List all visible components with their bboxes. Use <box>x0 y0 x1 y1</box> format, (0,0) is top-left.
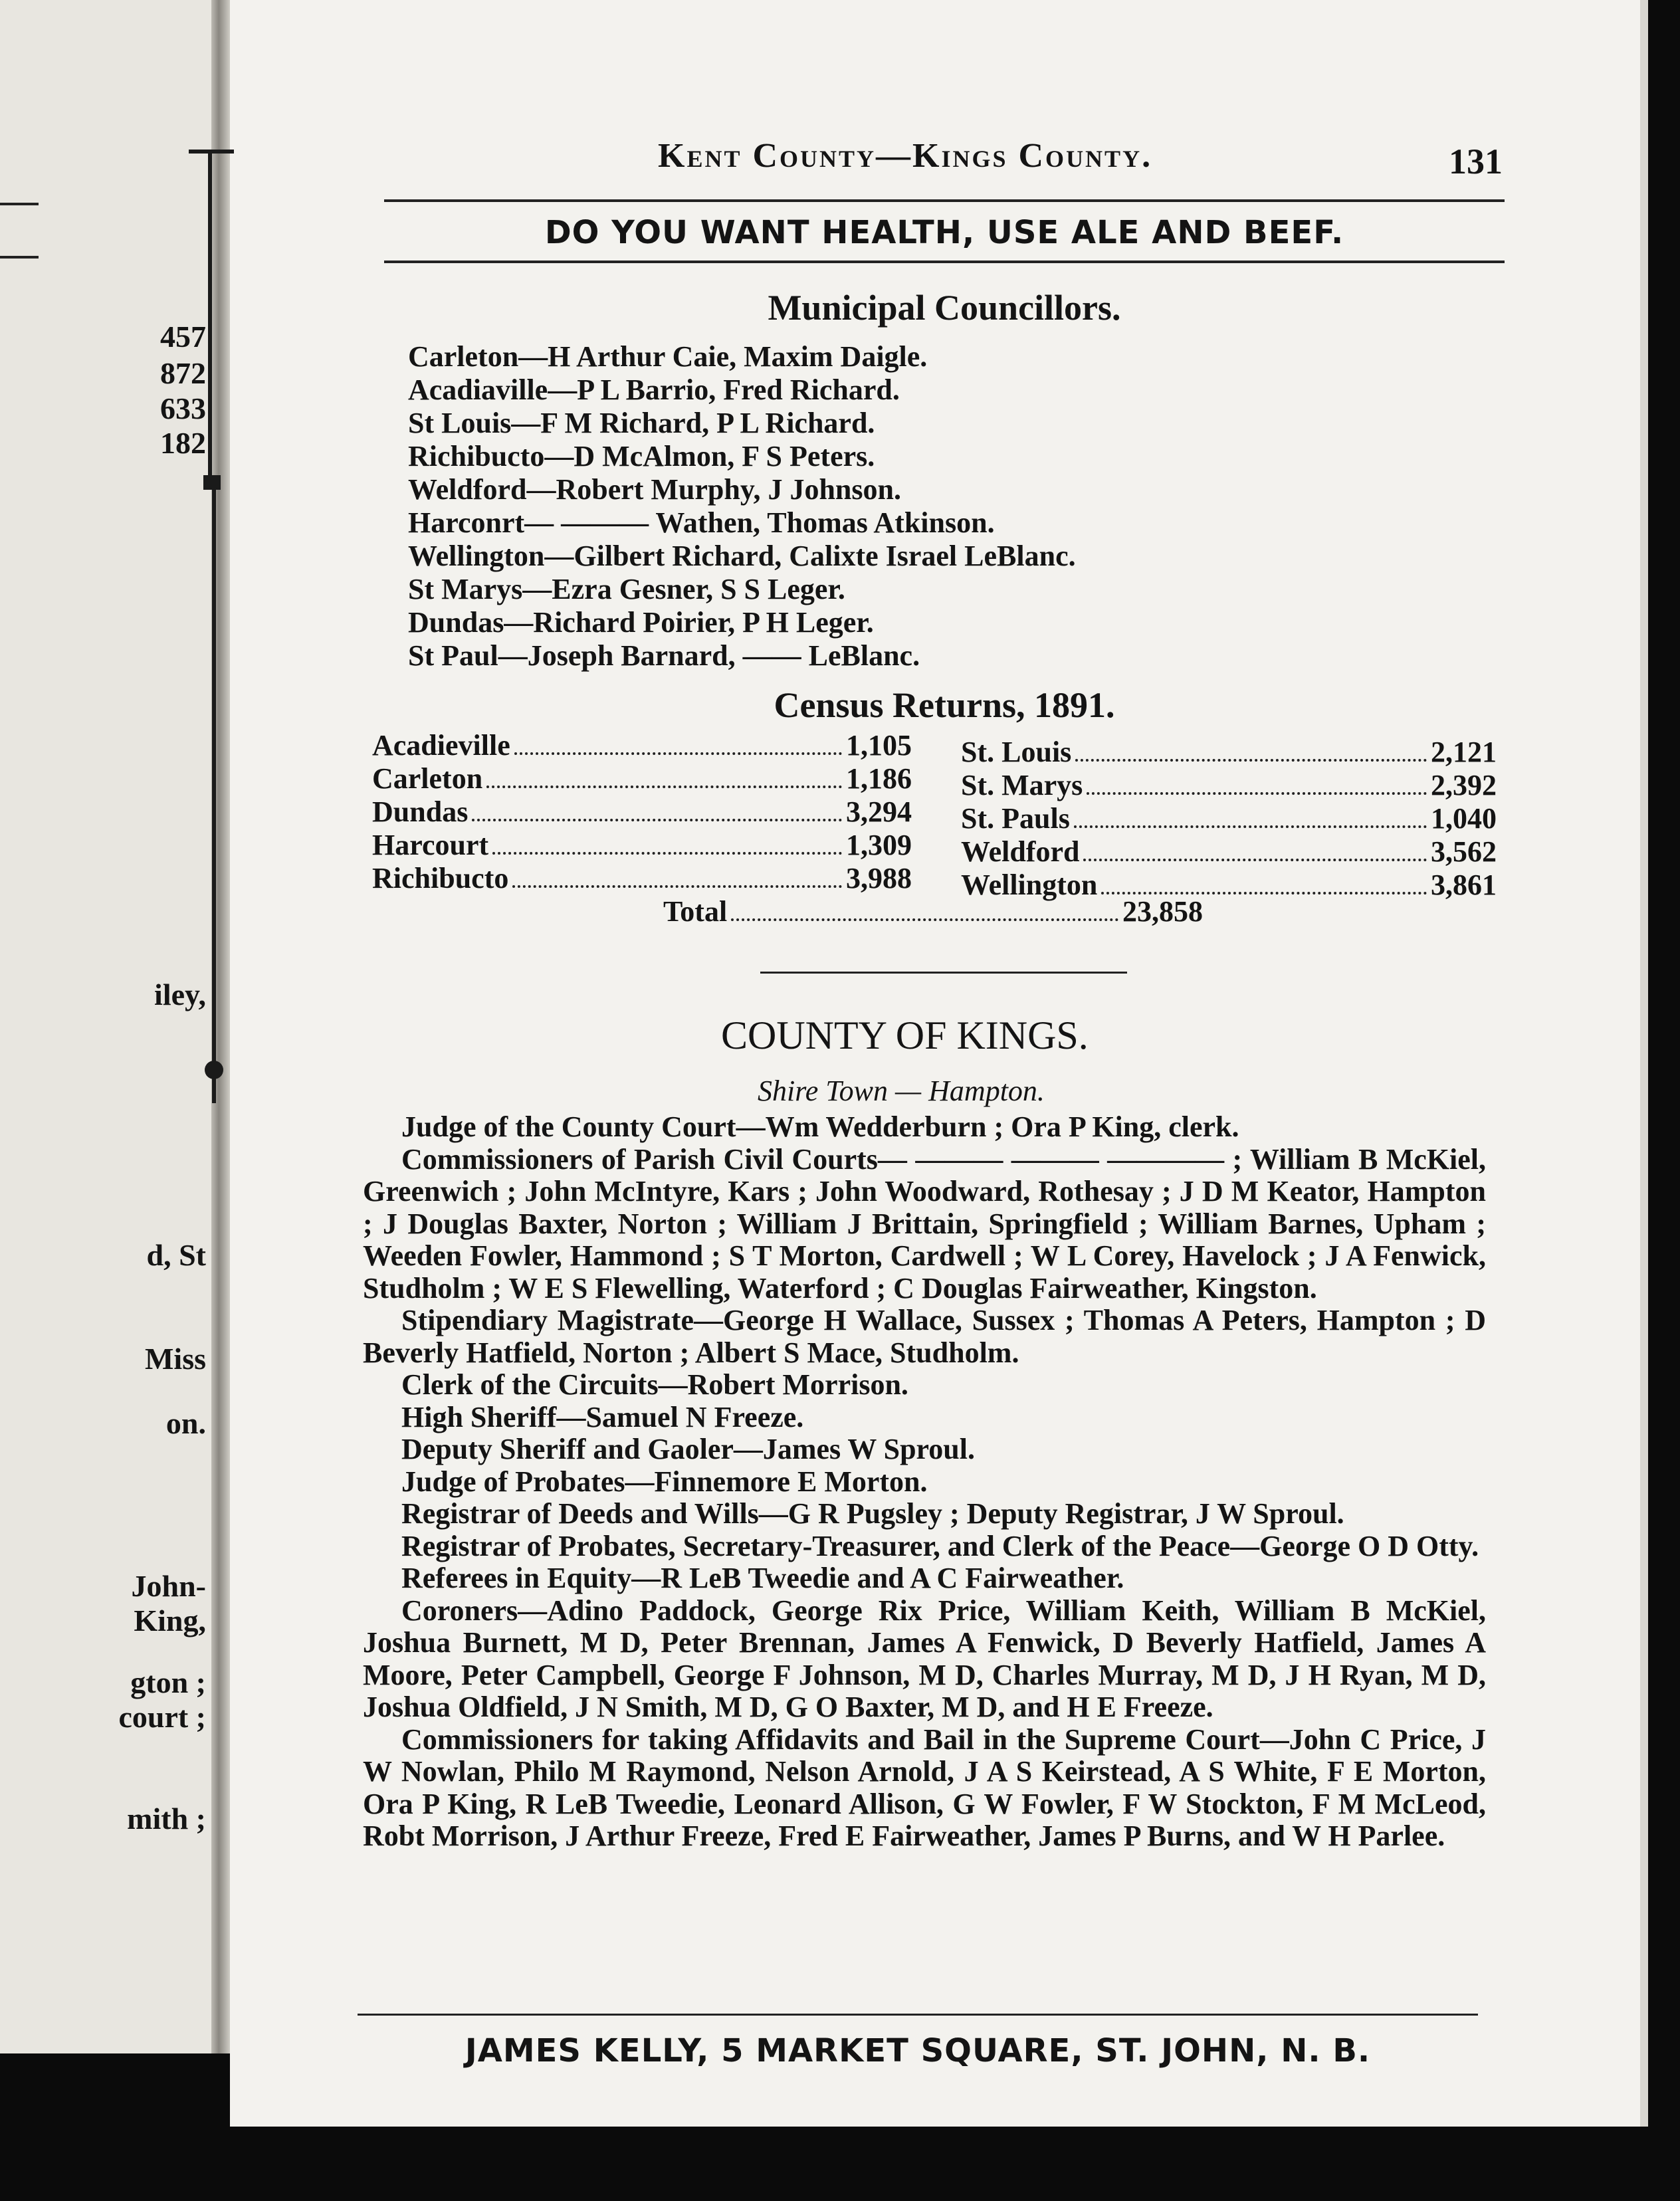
census-row <box>372 728 912 762</box>
councillor-line: Carleton—H Arthur Caie, Maxim Daigle. <box>408 340 928 373</box>
census-population: 3,294 <box>846 795 912 828</box>
dot-leader <box>486 786 842 788</box>
left-rule <box>0 203 39 205</box>
census-population: 1,309 <box>846 829 912 861</box>
official-entry: Judge of the County Court—Wm Wedderburn ; Ora P King, clerk. <box>401 1110 1239 1143</box>
councillor-line: Wellington—Gilbert Richard, Calixte Israel LeBlanc. <box>408 540 1076 572</box>
left-rule <box>0 256 39 259</box>
left-fragment: on. <box>165 1406 206 1440</box>
county-officials <box>363 1111 1486 1853</box>
census-row <box>961 735 1497 769</box>
left-fragment: iley, <box>154 978 206 1011</box>
census-title: Census Returns, 1891. <box>774 685 1115 725</box>
section-divider <box>760 972 1127 974</box>
official-entry: Deputy Sheriff and Gaoler—James W Sproul. <box>401 1433 975 1465</box>
advert-rule <box>384 261 1505 263</box>
census-population: 3,562 <box>1431 835 1497 868</box>
header-rule <box>384 199 1505 202</box>
census-row <box>372 762 912 795</box>
census-place: Harcourt <box>372 829 489 861</box>
left-fragment: 457 <box>160 320 206 354</box>
census-row <box>372 861 912 895</box>
left-fragment: court ; <box>118 1700 206 1734</box>
official-entry: High Sheriff—Samuel N Freeze. <box>401 1400 804 1433</box>
official-entry: Judge of Probates—Finnemore E Morton. <box>401 1465 928 1498</box>
official-entry: Registrar of Deeds and Wills—G R Pugsley ; Deputy Registrar, J W Sproul. <box>401 1497 1344 1530</box>
census-population: 3,988 <box>846 862 912 894</box>
councillor-line: Weldford—Robert Murphy, J Johnson. <box>408 473 901 506</box>
census-population: 2,392 <box>1431 769 1497 801</box>
left-fragment: Miss <box>145 1342 206 1376</box>
councillor-line: St Paul—Joseph Barnard, —— LeBlanc. <box>408 639 920 672</box>
left-fragment: King, <box>134 1604 206 1637</box>
councillor-line: St Louis—F M Richard, P L Richard. <box>408 407 875 439</box>
shire-town: Shire Town — Hampton. <box>758 1075 1045 1107</box>
running-header: Kent County—Kings County. <box>658 137 1153 175</box>
census-place: St. Marys <box>961 769 1083 801</box>
census-row <box>961 801 1497 835</box>
dot-leader <box>472 819 842 821</box>
dot-leader <box>1083 859 1427 861</box>
dot-leader <box>512 885 842 888</box>
councillor-line: Acadiaville—P L Barrio, Fred Richard. <box>408 373 900 406</box>
official-entry: Clerk of the Circuits—Robert Morrison. <box>401 1368 908 1401</box>
councillors-title: Municipal Councillors. <box>768 288 1121 328</box>
official-entry: Coroners—Adino Paddock, George Rix Price, William Keith, William B McKiel, Joshua Burnett, M D, Peter Brennan, James A Fenwick, D Beverly Hatfield, James A Moore, Peter Campbell, George F Johnson, M D, Charles Murray, M D, J H Ryan, M D, Joshua Oldfield, J N Smith, M D, G O Baxter, M D, and H E Freeze. <box>363 1594 1486 1723</box>
footer-rule <box>358 2014 1478 2016</box>
census-total-row <box>663 894 1203 928</box>
census-population: 1,186 <box>846 762 912 795</box>
councillor-line: Richibucto—D McAlmon, F S Peters. <box>408 440 875 472</box>
census-place: Richibucto <box>372 862 509 894</box>
official-entry: Registrar of Probates, Secretary-Treasurer, and Clerk of the Peace—George O D Otty. <box>401 1529 1479 1562</box>
official-entry: Stipendiary Magistrate—George H Wallace, Sussex ; Thomas A Peters, Hampton ; D Beverly Hatfield, Norton ; Albert S Mace, Studholm. <box>363 1304 1486 1369</box>
census-population: 3,861 <box>1431 869 1497 901</box>
census-row <box>372 828 912 862</box>
census-population: 1,040 <box>1431 802 1497 835</box>
left-fragment: mith ; <box>127 1802 206 1835</box>
bottom-advert: JAMES KELLY, 5 MARKET SQUARE, ST. JOHN, N. B. <box>465 2032 1371 2069</box>
census-row <box>372 795 912 829</box>
census-row <box>961 835 1497 869</box>
dot-leader <box>492 852 842 855</box>
census-place: Weldford <box>961 835 1080 868</box>
dot-leader <box>1087 792 1427 795</box>
dot-leader <box>731 918 1118 921</box>
left-page-fragment <box>0 0 211 2053</box>
census-total-value: 23,858 <box>1122 895 1203 928</box>
top-advert: DO YOU WANT HEALTH, USE ALE AND BEEF. <box>544 214 1344 251</box>
left-fragment: 182 <box>160 426 206 460</box>
official-entry: Commissioners for taking Affidavits and Bail in the Supreme Court—John C Price, J W Nowlan, Philo M Raymond, Nelson Arnold, J A S Keirstead, A S White, F E Morton, Ora P King, R LeB Tweedie, Leonard Allison, G W Fowler, F W Stockton, F M McLeod, Robt Morrison, J Arthur Freeze, Fred E Fairweather, James P Burns, and W H Parlee. <box>363 1723 1486 1852</box>
census-population: 1,105 <box>846 729 912 762</box>
left-fragment: 633 <box>160 391 206 425</box>
left-fragment: d, St <box>146 1238 206 1272</box>
page-number: 131 <box>1449 142 1503 181</box>
census-place: Dundas <box>372 795 469 828</box>
left-fragment: 872 <box>160 356 206 390</box>
census-place: Carleton <box>372 762 483 795</box>
census-place: Wellington <box>961 869 1098 901</box>
official-entry: Referees in Equity—R LeB Tweedie and A C Fairweather. <box>401 1562 1124 1594</box>
left-fragment: gton ; <box>130 1665 206 1699</box>
census-place: Acadieville <box>372 729 510 762</box>
census-row <box>961 768 1497 802</box>
councillor-line: Harconrt— ——— Wathen, Thomas Atkinson. <box>408 506 995 539</box>
page-edge <box>1640 0 1648 2127</box>
dot-leader <box>514 752 842 755</box>
dot-leader <box>1074 825 1427 828</box>
census-place: St. Pauls <box>961 802 1070 835</box>
dot-leader <box>1075 759 1427 762</box>
councillor-line: Dundas—Richard Poirier, P H Leger. <box>408 606 874 639</box>
census-total-label: Total <box>663 895 728 928</box>
left-fragment: John- <box>131 1569 206 1603</box>
census-place: St. Louis <box>961 736 1072 768</box>
census-population: 2,121 <box>1431 736 1497 768</box>
official-entry: Commissioners of Parish Civil Courts— ——— ——— ———— ; William B McKiel, Greenwich ; John McIntyre, Kars ; John Woodward, Rothesay ; J D M Keator, Hampton ; J Douglas Baxter, Norton ; William J Brittain, Springfield ; William Barnes, Upham ; Weeden Fowler, Hammond ; S T Morton, Cardwell ; W L Corey, Havelock ; J A Fenwick, Studholm ; W E S Flewelling, Waterford ; C Douglas Fairweather, Kingston. <box>363 1142 1486 1305</box>
councillor-line: St Marys—Ezra Gesner, S S Leger. <box>408 573 845 605</box>
county-title: COUNTY OF KINGS. <box>721 1013 1089 1057</box>
binding-thread-icon <box>187 140 247 1103</box>
